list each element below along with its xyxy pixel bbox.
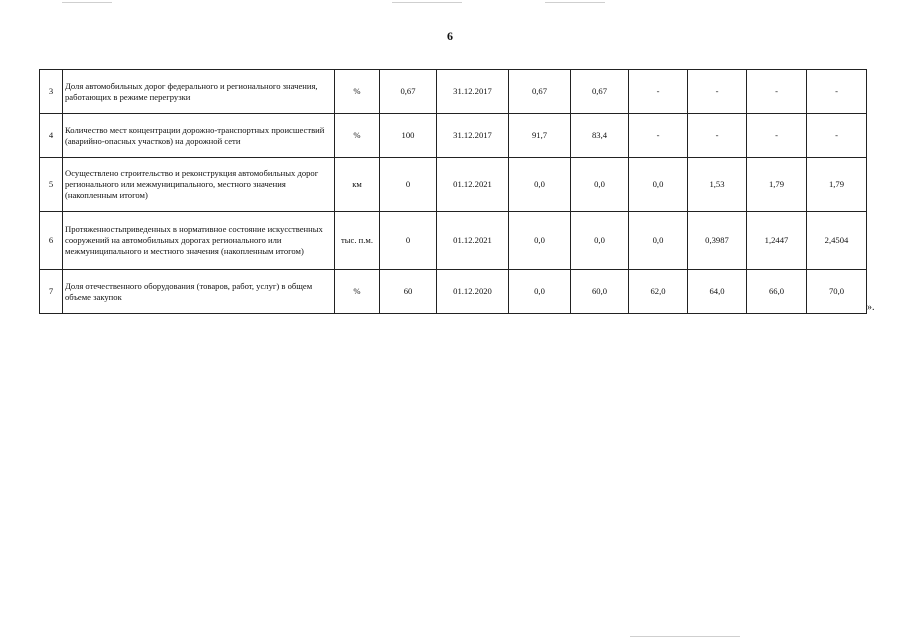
indicator-name: Осуществлено строительство и реконструкция автомобильных дорог регионального или межмуниципального, местного значения (накопленным итогом) <box>63 158 335 212</box>
page-number: 6 <box>447 29 453 43</box>
value-cell: - <box>747 70 807 114</box>
unit: км <box>335 158 380 212</box>
scan-artifact-line <box>545 2 605 3</box>
value-cell: 0,67 <box>571 70 629 114</box>
value-cell: 70,0 <box>807 270 867 314</box>
value-cell: 1,53 <box>688 158 747 212</box>
value-cell: 2,4504 <box>807 212 867 270</box>
value-cell: 60,0 <box>571 270 629 314</box>
row-number: 3 <box>40 70 63 114</box>
table-row <box>40 270 867 314</box>
base-value: 0 <box>380 212 437 270</box>
row-number: 5 <box>40 158 63 212</box>
value-cell: 0,0 <box>629 212 688 270</box>
base-date: 01.12.2021 <box>437 158 509 212</box>
scan-artifact-line <box>62 2 112 3</box>
base-date: 31.12.2017 <box>437 114 509 158</box>
base-date: 01.12.2021 <box>437 212 509 270</box>
value-cell: 1,2447 <box>747 212 807 270</box>
value-cell: 62,0 <box>629 270 688 314</box>
base-date: 31.12.2017 <box>437 70 509 114</box>
value-cell: 66,0 <box>747 270 807 314</box>
value-cell: - <box>747 114 807 158</box>
closing-quote: ». <box>867 302 875 313</box>
value-cell: 0,3987 <box>688 212 747 270</box>
unit: тыс. п.м. <box>335 212 380 270</box>
table-row <box>40 158 867 212</box>
value-cell: 0,0 <box>509 212 571 270</box>
value-cell: - <box>629 70 688 114</box>
value-cell: 0,0 <box>509 158 571 212</box>
value-cell: 1,79 <box>747 158 807 212</box>
scan-artifact-line <box>392 2 462 3</box>
indicator-name: Протяженностьприведенных в нормативное состояние искусственных сооружений на автомобильных дорогах регионального или межмуниципального и местного значения (накопленным итогом) <box>63 212 335 270</box>
base-date: 01.12.2020 <box>437 270 509 314</box>
value-cell: 0,0 <box>571 212 629 270</box>
base-value: 100 <box>380 114 437 158</box>
base-value: 0,67 <box>380 70 437 114</box>
base-value: 0 <box>380 158 437 212</box>
table-row <box>40 114 867 158</box>
value-cell: 1,79 <box>807 158 867 212</box>
value-cell: 83,4 <box>571 114 629 158</box>
indicator-name: Количество мест концентрации дорожно-транспортных происшествий (аварийно-опасных участков) на дорожной сети <box>63 114 335 158</box>
unit: % <box>335 114 380 158</box>
unit: % <box>335 70 380 114</box>
base-value: 60 <box>380 270 437 314</box>
unit: % <box>335 270 380 314</box>
value-cell: 0,0 <box>571 158 629 212</box>
value-cell: 91,7 <box>509 114 571 158</box>
value-cell: - <box>807 114 867 158</box>
indicator-name: Доля отечественного оборудования (товаров, работ, услуг) в общем объеме закупок <box>63 270 335 314</box>
value-cell: - <box>688 70 747 114</box>
indicator-name: Доля автомобильных дорог федерального и регионального значения, работающих в режиме перегрузки <box>63 70 335 114</box>
value-cell: 0,67 <box>509 70 571 114</box>
row-number: 6 <box>40 212 63 270</box>
value-cell: 64,0 <box>688 270 747 314</box>
indicators-table <box>39 69 867 314</box>
row-number: 4 <box>40 114 63 158</box>
value-cell: 0,0 <box>629 158 688 212</box>
value-cell: - <box>807 70 867 114</box>
table-row <box>40 70 867 114</box>
value-cell: 0,0 <box>509 270 571 314</box>
table-row <box>40 212 867 270</box>
scan-artifact-line <box>630 636 740 637</box>
row-number: 7 <box>40 270 63 314</box>
value-cell: - <box>629 114 688 158</box>
value-cell: - <box>688 114 747 158</box>
